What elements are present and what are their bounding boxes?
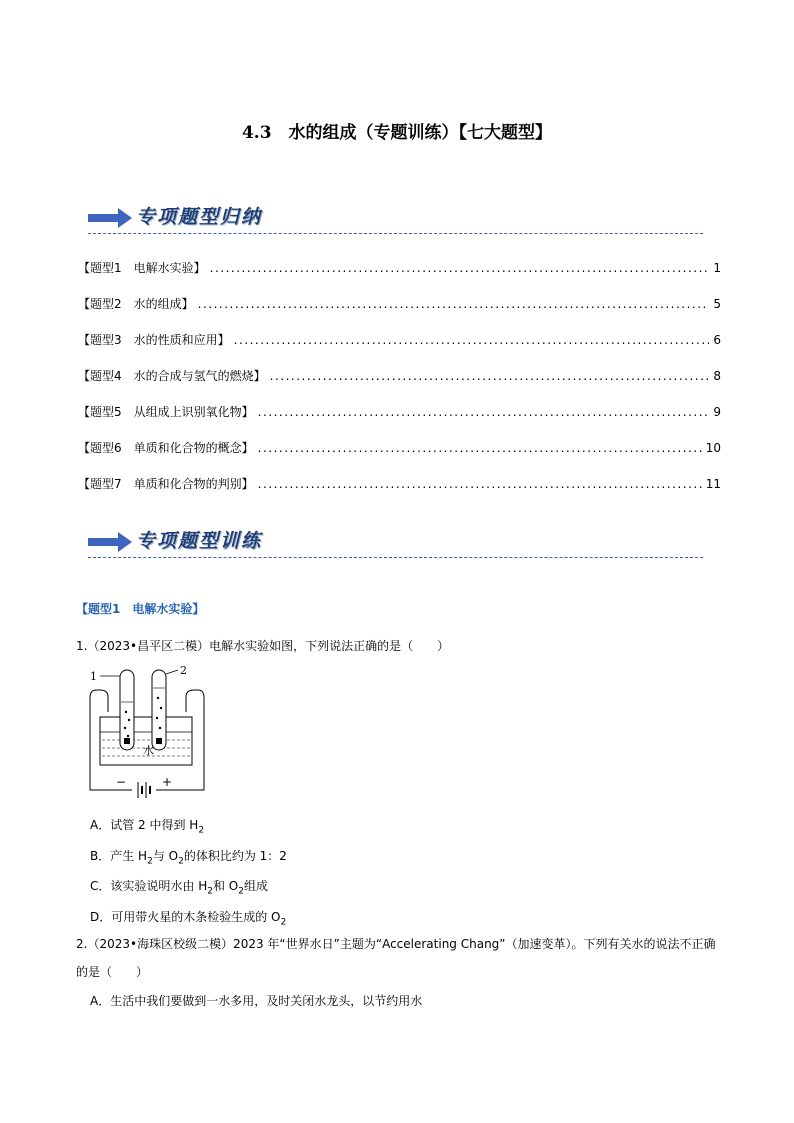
- electrolysis-apparatus-diagram: [86, 662, 210, 802]
- toc-leader: [198, 297, 710, 311]
- toc-item[interactable]: [78, 475, 721, 511]
- option-b[interactable]: [90, 847, 287, 866]
- section-header-summary: [88, 202, 703, 236]
- option-text: A．试管 2 中得到 H: [90, 818, 199, 832]
- divider: [88, 233, 703, 234]
- tube-2-label: 2: [180, 664, 187, 677]
- negative-terminal-label: −: [116, 775, 127, 789]
- option-text: 和 O: [212, 879, 239, 893]
- toc-page: 5: [713, 297, 721, 311]
- toc-leader: [210, 261, 710, 275]
- section-title: 专项题型训练: [136, 530, 263, 552]
- subscript: 2: [147, 856, 153, 867]
- option-text: D．可用带火星的木条检验生成的 O: [90, 910, 281, 924]
- toc-page: 6: [713, 333, 721, 347]
- tube-1-label: 1: [90, 670, 97, 683]
- toc-leader: [258, 477, 702, 491]
- toc-leader: [258, 441, 702, 455]
- option-text: 组成: [243, 879, 268, 893]
- toc-item[interactable]: [78, 295, 721, 331]
- toc-page: 11: [705, 477, 721, 491]
- subscript: 2: [198, 825, 205, 836]
- toc-label: 【题型2 水的组成】: [78, 297, 194, 311]
- toc-item[interactable]: [78, 331, 721, 367]
- divider: [88, 557, 703, 558]
- toc-label: 【题型3 水的性质和应用】: [78, 333, 230, 347]
- option-text: 的体积比约为 1：2: [183, 849, 287, 863]
- toc-label: 【题型7 单质和化合物的判别】: [78, 477, 254, 491]
- subscript: 2: [178, 856, 184, 867]
- positive-terminal-label: +: [162, 775, 173, 789]
- toc-page: 1: [713, 261, 721, 275]
- subscript: 2: [207, 886, 213, 897]
- option-d[interactable]: [90, 908, 286, 927]
- toc-label: 【题型5 从组成上识别氧化物】: [78, 405, 254, 419]
- option-text: 与 O: [152, 849, 179, 863]
- toc-item[interactable]: [78, 439, 721, 475]
- question-type-heading: 【题型1 电解水实验】: [76, 602, 205, 616]
- subscript: 2: [238, 886, 244, 897]
- toc-page: 8: [713, 369, 721, 383]
- water-label: 水: [143, 744, 154, 757]
- option-text: C．该实验说明水由 H: [90, 879, 208, 893]
- option-a[interactable]: A．生活中我们要做到一水多用，及时关闭水龙头，以节约用水: [90, 994, 423, 1008]
- subscript: 2: [280, 917, 287, 928]
- toc-label: 【题型6 单质和化合物的概念】: [78, 441, 254, 455]
- toc-item[interactable]: [78, 367, 721, 403]
- page-title: 4.3 水的组成（专题训练）【七大题型】: [241, 123, 553, 143]
- option-a[interactable]: [90, 816, 204, 835]
- toc-item[interactable]: [78, 259, 721, 295]
- option-c[interactable]: [90, 877, 268, 896]
- toc-leader: [270, 369, 710, 383]
- question-2-stem: 2.（2023•海珠区校级二模）2023 年“世界水日”主题为“Accelerating Chang”（加速变革）。下列有关水的说法不正确的是（ ）: [76, 937, 716, 979]
- toc-page: 9: [713, 405, 721, 419]
- question-1-stem: 1.（2023•昌平区二模）电解水实验如图，下列说法正确的是（ ）: [76, 639, 450, 653]
- toc-label: 【题型4 水的合成与氢气的燃烧】: [78, 369, 266, 383]
- toc-label: 【题型1 电解水实验】: [78, 261, 206, 275]
- option-text: B．产生 H: [90, 849, 148, 863]
- arrow-icon: [88, 532, 132, 552]
- table-of-contents: [78, 259, 721, 511]
- toc-page: 10: [705, 441, 721, 455]
- section-header-training: [88, 526, 703, 560]
- arrow-icon: [88, 208, 132, 228]
- section-title: 专项题型归纳: [136, 206, 263, 228]
- toc-item[interactable]: [78, 403, 721, 439]
- toc-leader: [258, 405, 710, 419]
- toc-leader: [234, 333, 710, 347]
